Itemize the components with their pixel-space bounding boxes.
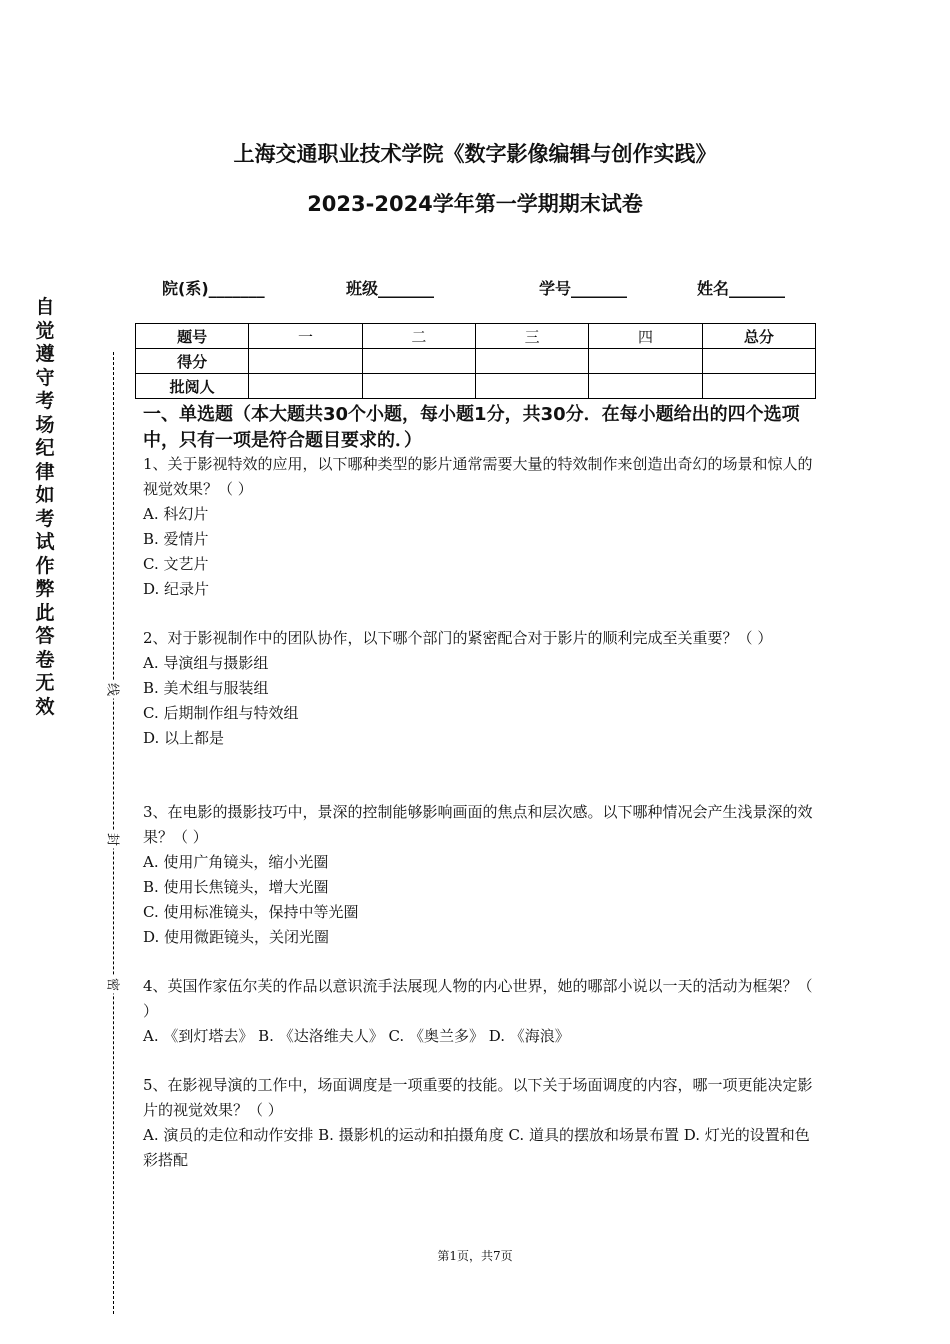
section-heading: 一、单选题（本大题共30个小题，每小题1分，共30分．在每小题给出的四个选项中，只有一项是符合题目要求的．） [143,404,800,451]
score-cell [702,374,815,399]
question-stem: 4、英国作家伍尔芙的作品以意识流手法展现人物的内心世界，她的哪部小说以一天的活动为框架？（ ） [143,977,813,1020]
score-cell [589,349,702,374]
question-1 [143,452,815,602]
option-a: A. 导演组与摄影组 [143,654,269,672]
score-cell [589,374,702,399]
option-a: A. 使用广角镜头，缩小光圈 [143,853,329,871]
score-table-header-row [136,324,816,349]
score-cell [362,374,475,399]
score-row-label: 批阅人 [136,374,249,399]
score-cell [362,349,475,374]
name-field: 姓名_______ [697,279,786,298]
cut-mark-seal: 封 [105,831,124,849]
score-table-row [136,349,816,374]
score-cell [249,374,362,399]
score-cell [249,349,362,374]
department-field: 院(系)_______ [162,279,265,298]
option-a: A. 科幻片 [143,505,209,523]
question-stem: 3、在电影的摄影技巧中，景深的控制能够影响画面的焦点和层次感。以下哪种情况会产生浅景深的效果？（ ） [143,803,813,846]
student-id-field: 学号_______ [539,279,628,298]
score-header-cell: 题号 [136,324,249,349]
score-header-cell: 三 [475,324,588,349]
score-header-cell: 四 [589,324,702,349]
question-5 [143,1073,815,1173]
question-stem: 5、在影视导演的工作中，场面调度是一项重要的技能。以下关于场面调度的内容，哪一项更能决定影片的视觉效果？（ ） [143,1076,813,1119]
exam-discipline-notice: 自觉遵守考场纪律如考试作弊此答卷无效 [35,296,55,718]
score-table [135,323,816,399]
score-header-cell: 一 [249,324,362,349]
question-stem: 2、对于影视制作中的团队协作，以下哪个部门的紧密配合对于影片的顺利完成至关重要？（ ） [143,629,773,647]
question-stem: 1、关于影视特效的应用，以下哪种类型的影片通常需要大量的特效制作来创造出奇幻的场景和惊人的视觉效果？（ ） [143,455,813,498]
score-table-row [136,374,816,399]
options-inline: A. 演员的走位和动作安排 B. 摄影机的运动和拍摄角度 C. 道具的摆放和场景布置 D. 灯光的设置和色彩搭配 [143,1126,810,1169]
class-field: 班级_______ [346,279,435,298]
exam-title-line1: 上海交通职业技术学院《数字影像编辑与创作实践》 [233,142,717,166]
question-3 [143,800,815,950]
question-4 [143,974,815,1049]
option-d: D. 以上都是 [143,729,225,747]
score-header-cell: 二 [362,324,475,349]
options-inline: A. 《到灯塔去》 B. 《达洛维夫人》 C. 《奥兰多》 D. 《海浪》 [143,1027,570,1045]
page-number: 第1页，共7页 [437,1249,513,1263]
score-cell [475,374,588,399]
score-cell [475,349,588,374]
question-2 [143,626,815,751]
option-c: C. 后期制作组与特效组 [143,704,299,722]
option-c: C. 文艺片 [143,555,209,573]
score-row-label: 得分 [136,349,249,374]
option-b: B. 美术组与服装组 [143,679,269,697]
score-header-cell: 总分 [702,324,815,349]
score-cell [702,349,815,374]
exam-title-line2: 2023-2024学年第一学期期末试卷 [307,192,643,216]
cut-mark-line: 线 [105,681,124,699]
cut-mark-secret: 密 [105,976,124,994]
option-d: D. 纪录片 [143,580,210,598]
option-b: B. 使用长焦镜头，增大光圈 [143,878,329,896]
option-c: C. 使用标准镜头，保持中等光圈 [143,903,359,921]
option-d: D. 使用微距镜头，关闭光圈 [143,928,330,946]
option-b: B. 爱情片 [143,530,209,548]
